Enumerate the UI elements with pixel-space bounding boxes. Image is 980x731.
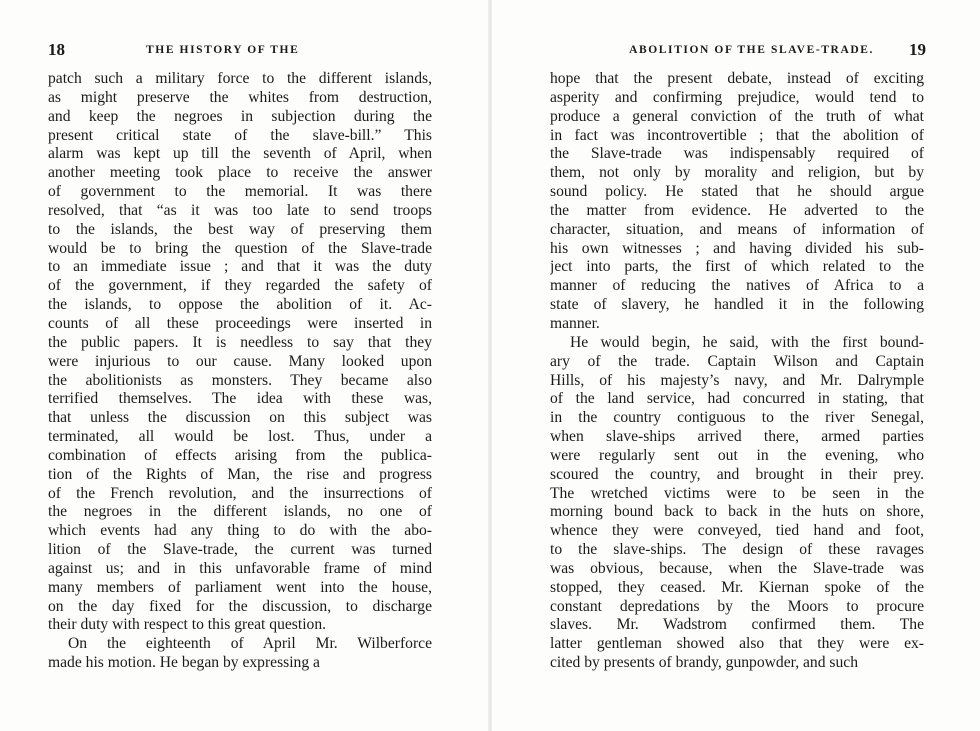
text-line: asperity and confirming prejudice, would tend to — [550, 88, 924, 106]
text-line: of the French revolution, and the insurrections of — [48, 484, 432, 502]
text-line: tion of the Rights of Man, the rise and progress — [48, 465, 432, 483]
running-head: ABOLITION OF THE SLAVE-TRADE. — [629, 44, 874, 56]
text-line: many members of parliament went into the house, — [48, 578, 432, 596]
text-line: the negroes in the different islands, no one of — [48, 503, 432, 521]
right-page-text — [550, 70, 924, 673]
text-line: the islands, to oppose the abolition of it. Ac- — [48, 296, 432, 314]
text-line: the public papers. It is needless to say that they — [48, 333, 432, 351]
text-line: morning bound back to back in the huts on shore, — [550, 503, 924, 521]
right-page — [490, 0, 980, 731]
text-line: were regularly sent out in the evening, who — [550, 446, 924, 464]
text-line: made his motion. He began by expressing a — [48, 654, 320, 672]
page-number: 18 — [48, 40, 65, 59]
text-line: manner of reducing the natives of Africa to a — [550, 277, 924, 295]
text-line: ject into parts, the first of which related to the — [550, 258, 924, 276]
text-line: On the eighteenth of April Mr. Wilberforce — [68, 635, 432, 653]
text-line: whence they were conveyed, tied hand and foot, — [550, 522, 924, 540]
text-line: hope that the present debate, instead of exciting — [550, 70, 924, 87]
text-line: when slave-ships arrived there, armed parties — [550, 428, 924, 446]
text-line: to the slave-ships. The design of these ravages — [550, 541, 924, 559]
text-line: on the day fixed for the discussion, to discharge — [48, 597, 432, 615]
text-line: alarm was kept up till the seventh of April, when — [48, 145, 432, 163]
text-line: character, situation, and means of information of — [550, 220, 924, 238]
text-line: scoured the country, and brought in their prey. — [550, 465, 924, 483]
text-line: the matter from evidence. He adverted to the — [550, 201, 924, 219]
text-line: terminated, all would be lost. Thus, under a — [48, 428, 432, 446]
text-line: in fact was incontrovertible ; that the abolition of — [550, 126, 924, 144]
text-line: would be to bring the question of the Slave-trade — [48, 239, 432, 257]
text-line: of the land service, had concurred in stating, that — [550, 390, 924, 408]
text-line: the abolitionists as monsters. They became also — [48, 371, 432, 389]
text-line: another meeting took place to receive the answer — [48, 164, 432, 182]
text-line: sound policy. He stated that he should argue — [550, 183, 924, 201]
text-line: them, not only by morality and religion, but by — [550, 164, 924, 182]
text-line: of government to the memorial. It was there — [48, 183, 432, 201]
text-line: present critical state of the slave-bill.” This — [48, 126, 432, 144]
text-line: combination of effects arising from the publica- — [48, 446, 432, 464]
text-line: were injurious to our cause. Many looked upon — [48, 352, 432, 370]
text-line: produce a general conviction of the truth of what — [550, 107, 924, 125]
text-line: Hills, of his majesty’s navy, and Mr. Dalrymple — [550, 371, 924, 389]
text-line: to the islands, the best way of preserving them — [48, 220, 432, 238]
text-line: which events had any thing to do with the abo- — [48, 522, 432, 540]
text-line: his own witnesses ; and having divided his sub- — [550, 239, 924, 257]
text-line: their duty with respect to this great question. — [48, 616, 327, 634]
text-line: terrified themselves. The idea with these was, — [48, 390, 432, 408]
right-page-header — [546, 40, 926, 66]
running-head: THE HISTORY OF THE — [146, 44, 300, 56]
text-line: against us; and in this unfavorable frame of mind — [48, 559, 432, 577]
text-line: lition of the Slave-trade, the current was turned — [48, 541, 432, 559]
text-line: as might preserve the whites from destruction, — [48, 88, 432, 106]
text-line: patch such a military force to the different islands, — [48, 70, 432, 87]
text-line: and keep the negroes in subjection during the — [48, 107, 432, 125]
text-line: was obvious, because, when the Slave-trade was — [550, 559, 924, 577]
text-line: that unless the discussion on this subject was — [48, 409, 432, 427]
text-line: to an immediate issue ; and that it was the duty — [48, 258, 432, 276]
text-line: counts of all these proceedings were inserted in — [48, 314, 432, 332]
text-line: manner. — [550, 314, 600, 332]
text-line: state of slavery, he handled it in the following — [550, 296, 924, 314]
text-line: latter gentleman showed also that they were ex- — [550, 635, 924, 653]
text-line: in the country contiguous to the river Senegal, — [550, 409, 924, 427]
text-line: stopped, they ceased. Mr. Kiernan spoke of the — [550, 578, 924, 596]
text-line: constant depredations by the Moors to procure — [550, 597, 924, 615]
text-line: He would begin, he said, with the first bound- — [570, 333, 924, 351]
left-page-text — [48, 70, 432, 673]
text-line: resolved, that “as it was too late to send troops — [48, 201, 432, 219]
text-line: cited by presents of brandy, gunpowder, and such — [550, 654, 858, 672]
text-line: ary of the trade. Captain Wilson and Captain — [550, 352, 924, 370]
text-line: The wretched victims were to be seen in the — [550, 484, 924, 502]
text-line: of the government, if they regarded the safety of — [48, 277, 432, 295]
text-line: slaves. Mr. Wadstrom confirmed them. The — [550, 616, 924, 634]
page-number: 19 — [909, 40, 926, 59]
text-line: the Slave-trade was indispensably required of — [550, 145, 924, 163]
left-page-header — [48, 40, 432, 66]
